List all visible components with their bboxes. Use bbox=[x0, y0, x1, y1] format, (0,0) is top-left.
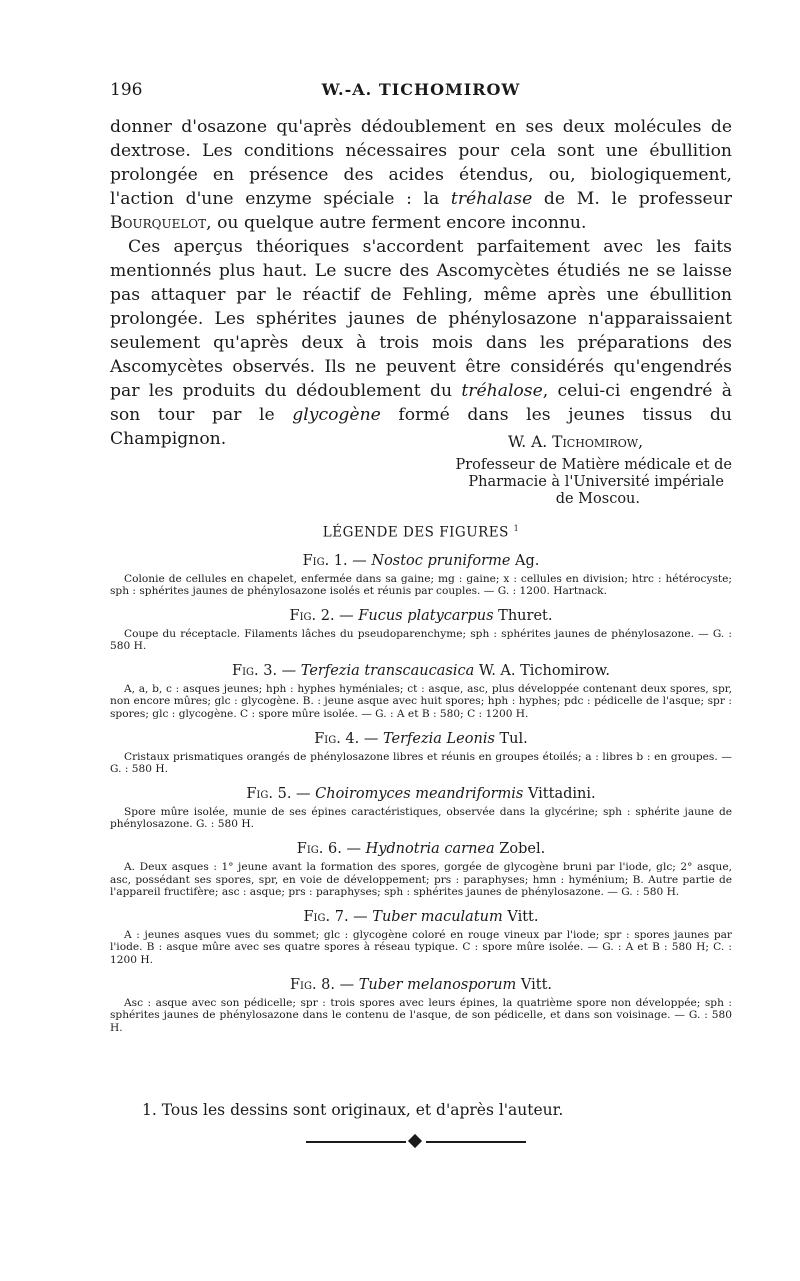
figure-description: Cristaux prismatiques orangés de phénylosazone libres et réunis en groupes étoilés; a : libres b : en groupes. — G. : 580 H. bbox=[110, 750, 732, 776]
figure-entry bbox=[110, 839, 732, 899]
text-run: donner d'osazone qu'après dédoublement en ses deux molécules de dextrose. Les conditions nécessaires pour cela sont une ébullition prolongée en présence des acides étendus, ou, biologiquement, l'action d'une enzyme spéciale : la bbox=[110, 117, 732, 209]
figure-title bbox=[110, 606, 732, 626]
footnote-number: 1. bbox=[142, 1101, 157, 1119]
figure-author: Zobel. bbox=[494, 841, 546, 858]
figure-list bbox=[110, 551, 732, 1035]
title-line: de Moscou. bbox=[555, 491, 640, 507]
figure-description: A : jeunes asques vues du sommet; glc : glycogène coloré en rouge vineux par l'iode; spr : spores jaunes par l'iode. B : asque mûre avec ses quatre spores à réseau typique. C : spore mûre isolée. — G. : A et B : 580 H; C. : 1200 H. bbox=[110, 928, 732, 966]
end-ornament bbox=[306, 1134, 526, 1150]
figure-title bbox=[110, 729, 732, 749]
figure-species: Terfezia Leonis bbox=[383, 730, 495, 747]
figure-entry bbox=[110, 784, 732, 831]
text-run: — bbox=[347, 552, 372, 569]
text-run: — bbox=[291, 785, 316, 802]
figure-entry bbox=[110, 551, 732, 598]
figure-author: Vitt. bbox=[516, 976, 553, 993]
text-run: W. A. bbox=[508, 433, 553, 451]
figure-author: Thuret. bbox=[493, 607, 553, 624]
figure-label: Fig. 2. bbox=[289, 607, 335, 624]
figure-label: Fig. 3. bbox=[232, 662, 278, 679]
figure-entry bbox=[110, 661, 732, 721]
text-run: — bbox=[341, 841, 366, 858]
title-line: Pharmacie à l'Université impériale bbox=[468, 474, 724, 490]
text-run: — bbox=[335, 976, 359, 993]
text-run: formé dans les jeunes tissus du Champignon. bbox=[110, 405, 732, 449]
text-run: — bbox=[334, 607, 359, 624]
figure-species: Choiromyces meandriformis bbox=[315, 785, 524, 802]
text-run: LÉGENDE DES FIGURES bbox=[322, 524, 509, 541]
footnote-marker: 1 bbox=[513, 524, 520, 533]
footnote-text: Tous les dessins sont originaux, et d'après l'auteur. bbox=[156, 1101, 564, 1119]
figure-author: W. A. Tichomirow. bbox=[474, 662, 610, 679]
figure-label: Fig. 8. bbox=[289, 976, 336, 993]
footnote bbox=[110, 1100, 732, 1120]
figure-description: Colonie de cellules en chapelet, enfermée dans sa gaine; mg : gaine; x : cellules en division; htrc : hétérocyste; sph : sphérites jaunes de phénylosazone isolés et réunis par couples. — G. : 1200. Hartnack. bbox=[110, 572, 732, 598]
text-run: de M. le professeur bbox=[532, 189, 732, 209]
figure-label: Fig. 5. bbox=[246, 785, 292, 802]
text-run: — bbox=[348, 908, 373, 925]
figure-author: Tul. bbox=[494, 730, 528, 747]
figure-label: Fig. 1. bbox=[302, 552, 348, 569]
text-run: — bbox=[359, 730, 383, 747]
signature-block bbox=[110, 432, 732, 508]
figure-description: A. Deux asques : 1° jeune avant la formation des spores, gorgée de glycogène bruni par l'iode, glc; 2° asque, asc, possédant ses spores, spr, en voie de développement; prs : paraphyses; hmn : hyménium; B. Autre partie de l'appareil fructifère; asc : asque; prs : paraphyses; sph : sphérites jaunes de phénylosazone. — G. : 580 H. bbox=[110, 861, 732, 899]
title-line: Professeur de Matière médicale et de bbox=[455, 457, 732, 473]
figure-label: Fig. 6. bbox=[296, 841, 342, 858]
figure-title bbox=[110, 907, 732, 927]
figure-title bbox=[110, 784, 732, 804]
term-trehalose: tréhalose bbox=[461, 381, 543, 401]
signature-name bbox=[508, 432, 732, 452]
figure-title bbox=[110, 661, 732, 681]
figure-title bbox=[110, 975, 732, 995]
figure-species: Hydnotria carnea bbox=[365, 841, 495, 858]
term-glycogene: glycogène bbox=[292, 405, 381, 425]
text-run: , bbox=[638, 433, 643, 451]
ornament-rule bbox=[306, 1141, 406, 1143]
figure-author: Vitt. bbox=[502, 908, 539, 925]
figure-legend bbox=[110, 524, 732, 1042]
running-title: W.-A. TICHOMIROW bbox=[321, 80, 521, 99]
figure-species: Tuber maculatum bbox=[372, 908, 503, 925]
figure-title bbox=[110, 839, 732, 859]
figure-entry bbox=[110, 975, 732, 1035]
term-trehalase: tréhalase bbox=[450, 189, 533, 209]
paragraph-2 bbox=[110, 235, 732, 451]
figure-species: Fucus platycarpus bbox=[358, 607, 494, 624]
text-run: , ou quelque autre ferment encore inconnu. bbox=[206, 213, 587, 233]
legend-title bbox=[110, 524, 732, 541]
figure-entry bbox=[110, 729, 732, 776]
text-run: — bbox=[277, 662, 301, 679]
figure-label: Fig. 7. bbox=[303, 908, 349, 925]
text-run: Ces aperçus théoriques s'accordent parfaitement avec les faits mentionnés plus haut. Le sucre des Ascomycètes étudiés ne se laisse pas attaquer par le réactif de Fehling, même après une ébullition prolongée. Les sphérites jaunes de phénylosazone n'apparaissaient seulement qu'après deux à trois mois dans les préparations des Ascomycètes observés. Ils ne peuvent être considérés qu'engendrés par les produits du dédoublement du bbox=[110, 237, 732, 401]
figure-species: Tuber melanosporum bbox=[358, 976, 517, 993]
text-run: , celui-ci engendré à son tour par le bbox=[110, 381, 732, 425]
figure-description: Spore mûre isolée, munie de ses épines caractéristiques, observée dans la glycérine; sph : sphérite jaune de phénylosazone. G. : 580 H. bbox=[110, 805, 732, 831]
text-run: Tichomirow bbox=[552, 433, 639, 451]
main-text bbox=[110, 115, 732, 451]
figure-label: Fig. 4. bbox=[314, 730, 360, 747]
author-name: Bourquelot bbox=[110, 213, 207, 233]
paragraph-1 bbox=[110, 115, 732, 235]
figure-description: A, a, b, c : asques jeunes; hph : hyphes hyméniales; ct : asque, asc, plus développée contenant deux spores, spr, non encore mûres; glc : glycogène. B. : jeune asque avec huit spores; hph : hyphes; pdc : pédicelle de l'asque; spr : spores; glc : glycogène. C : spore mûre isolée. — G. : A et B : 580; C : 1200 H. bbox=[110, 682, 732, 721]
figure-entry bbox=[110, 606, 732, 653]
page-header bbox=[110, 80, 732, 104]
page-number: 196 bbox=[110, 80, 143, 100]
figure-entry bbox=[110, 907, 732, 967]
figure-author: Ag. bbox=[510, 552, 540, 569]
figure-title bbox=[110, 551, 732, 571]
diamond-icon bbox=[408, 1134, 422, 1148]
figure-description: Asc : asque avec son pédicelle; spr : trois spores avec leurs épines, la quatrième spore non développée; sph : sphérites jaunes de phénylosazone dans le contenu de l'asque, de son pédicelle, et dans son voisinage. — G. : 580 H. bbox=[110, 996, 732, 1034]
figure-species: Nostoc pruniforme bbox=[371, 552, 511, 569]
figure-species: Terfezia transcaucasica bbox=[300, 662, 475, 679]
figure-author: Vittadini. bbox=[523, 785, 596, 802]
signature-title bbox=[110, 457, 732, 508]
ornament-rule bbox=[426, 1141, 526, 1143]
figure-description: Coupe du réceptacle. Filaments lâches du pseudoparenchyme; sph : sphérites jaunes de phénylosazone. — G. : 580 H. bbox=[110, 627, 732, 653]
